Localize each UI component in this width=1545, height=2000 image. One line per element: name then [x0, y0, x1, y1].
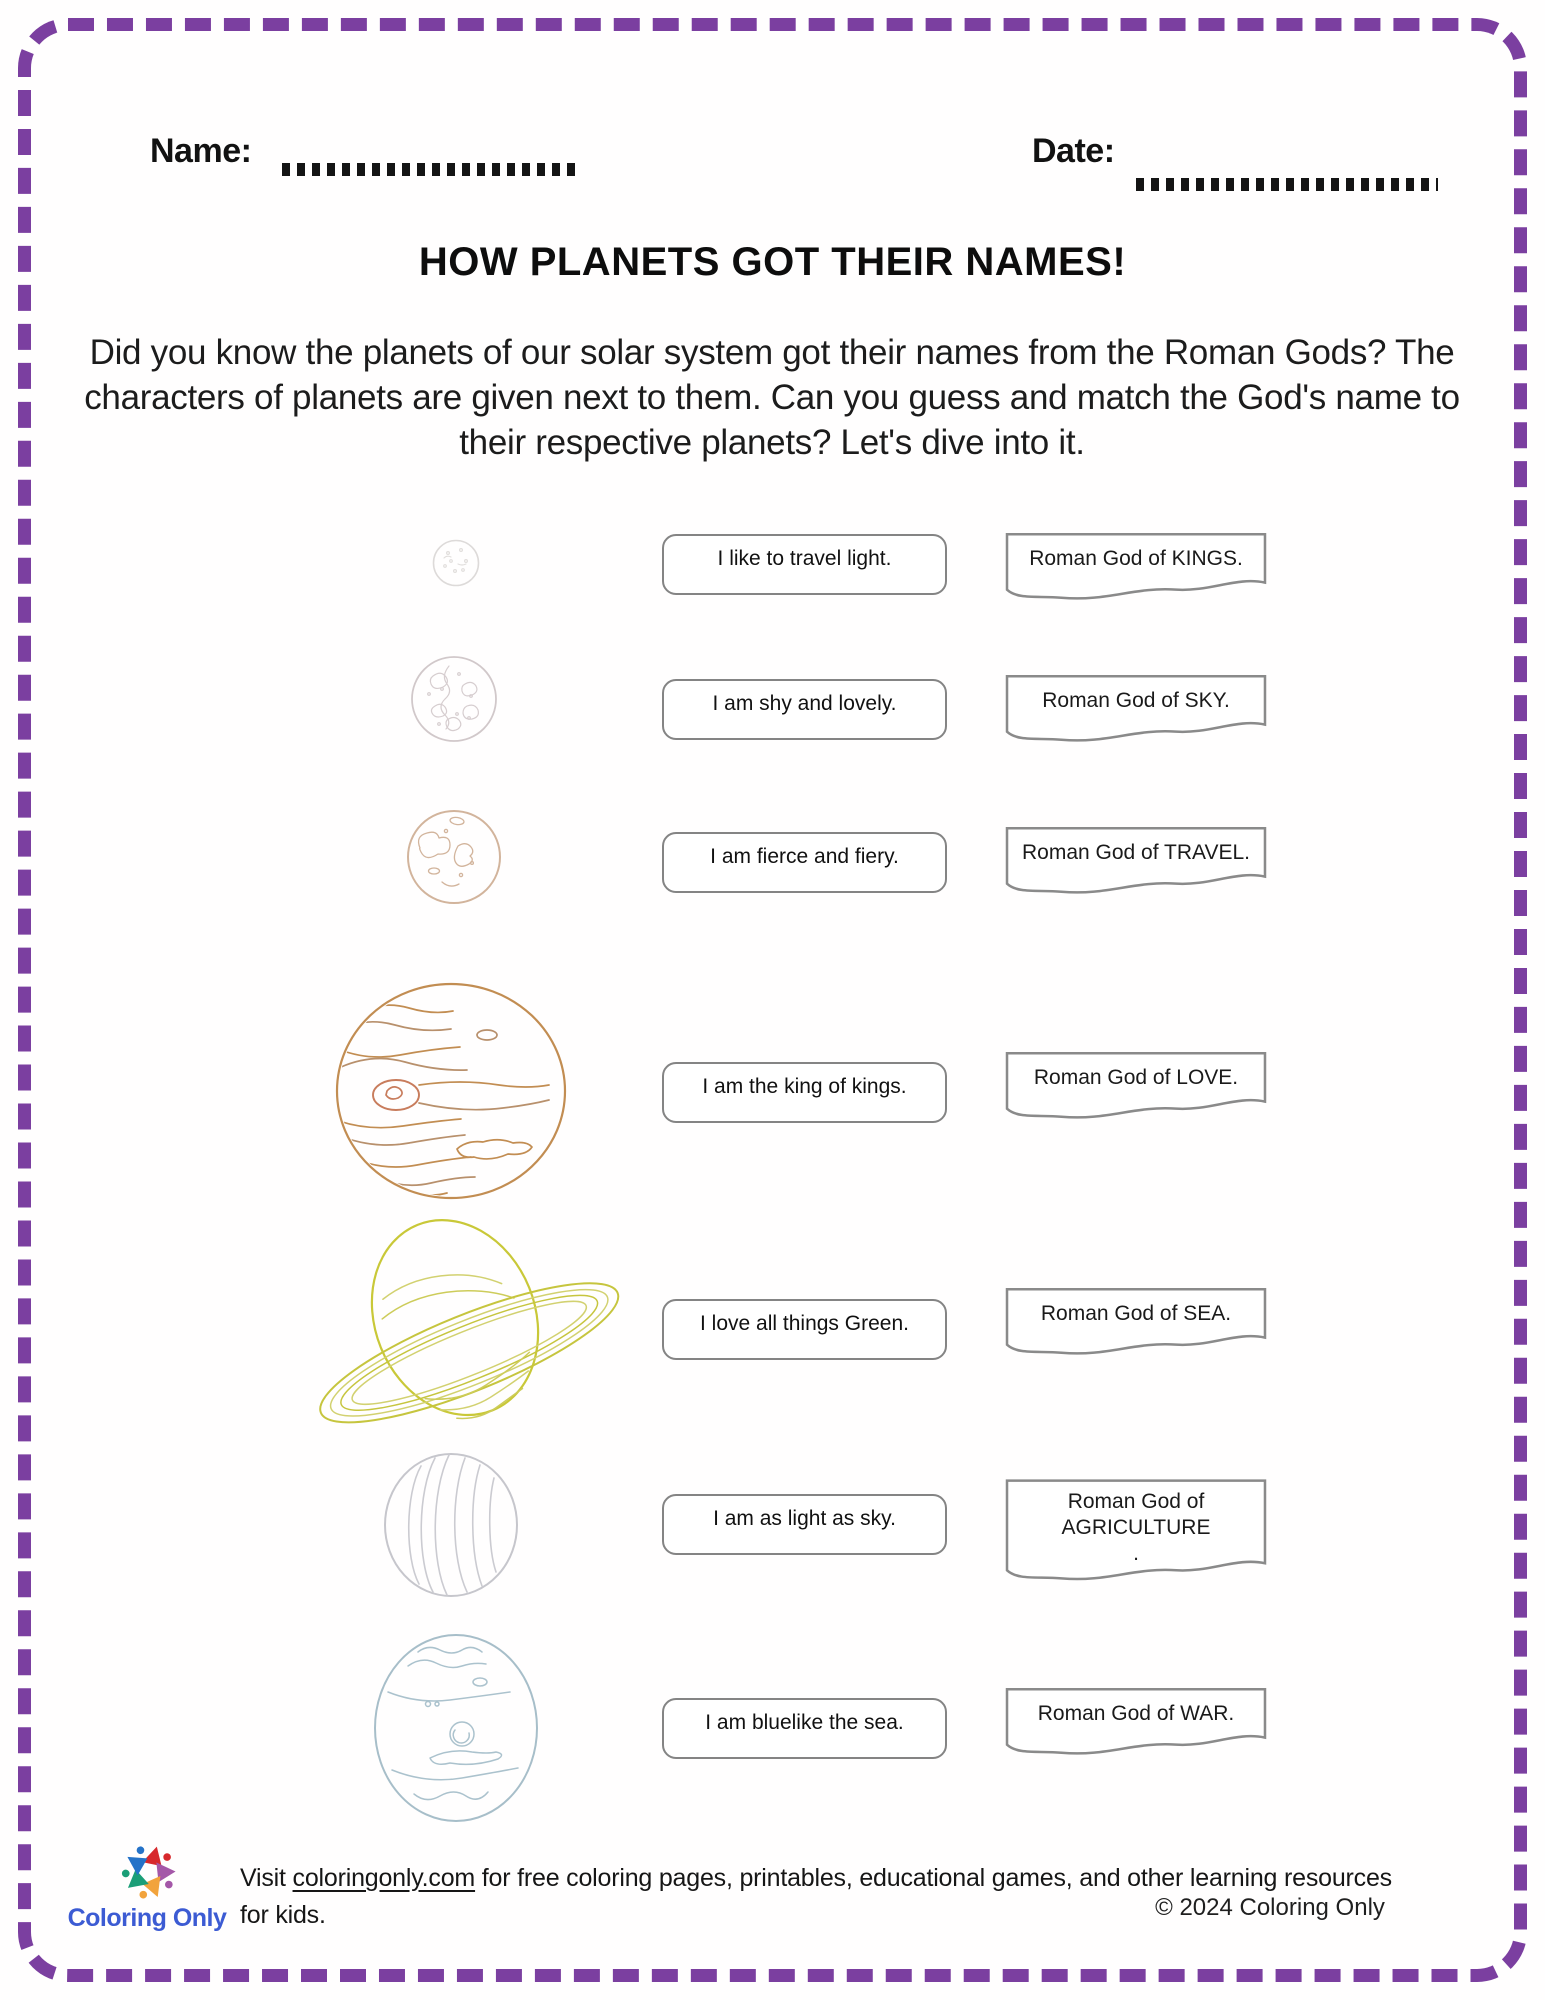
clue-box-jupiter [662, 1062, 947, 1123]
god-text: Roman God of LOVE. [1033, 1066, 1239, 1089]
god-text: Roman God of SEA. [1040, 1302, 1232, 1325]
clue-box-uranus [662, 1494, 947, 1555]
clue-box-saturn [662, 1299, 947, 1360]
name-label: Name: [150, 132, 252, 170]
visit-text-suffix: for free coloring pages, printables, educational games, and other learning resources for kids. [240, 1864, 1392, 1929]
clue-text: I am the king of kings. [702, 1074, 907, 1098]
god-banner-war [1005, 1687, 1267, 1762]
god-text: Roman God of WAR. [1037, 1702, 1235, 1725]
god-banner-agriculture [1005, 1478, 1267, 1588]
clue-text: I am fierce and fiery. [710, 844, 899, 868]
neptune-drawing-icon [370, 1630, 542, 1826]
coloring-only-logo-icon [86, 1840, 208, 1904]
god-banner-sea [1005, 1287, 1267, 1362]
clue-text: I like to travel light. [717, 546, 892, 570]
god-text: Roman God of AGRICULTURE . [1061, 1490, 1211, 1565]
copyright-text: © 2024 Coloring Only [1155, 1894, 1385, 1921]
coloringonly-link[interactable]: coloringonly.com [292, 1864, 476, 1892]
god-banner-sky [1005, 674, 1267, 749]
clue-box-venus [662, 679, 947, 740]
name-write-line [282, 163, 580, 176]
god-banner-travel [1005, 826, 1267, 901]
page-border [18, 18, 1527, 1982]
jupiter-drawing-icon [333, 980, 569, 1202]
clue-text: I am shy and lovely. [712, 691, 897, 715]
date-label: Date: [1032, 132, 1115, 170]
saturn-drawing-icon [288, 1213, 628, 1443]
god-banner-kings [1005, 532, 1267, 607]
clue-text: I love all things Green. [700, 1311, 909, 1335]
worksheet-title: HOW PLANETS GOT THEIR NAMES! [418, 240, 1127, 284]
god-banner-love [1005, 1051, 1267, 1126]
god-text: Roman God of TRAVEL. [1022, 841, 1250, 864]
venus-drawing-icon [409, 654, 499, 744]
intro-text: Did you know the planets of our solar system got their names from the Roman Gods? The characters of planets are given next to them. Can you guess and match the God's name to their respective planets? Let's dive into it. [84, 333, 1460, 462]
coloring-only-logo-text: Coloring Only [67, 1904, 227, 1932]
mercury-drawing-icon [430, 537, 482, 589]
clue-box-mercury [662, 534, 947, 595]
god-text: Roman God of KINGS. [1029, 547, 1243, 570]
visit-text-prefix: Visit [240, 1864, 293, 1892]
mars-drawing-icon [404, 808, 504, 908]
clue-text: I am bluelike the sea. [705, 1710, 904, 1734]
clue-box-neptune [662, 1698, 947, 1759]
clue-box-mars [662, 832, 947, 893]
god-text: Roman God of SKY. [1042, 689, 1230, 712]
date-write-line [1136, 178, 1438, 191]
uranus-drawing-icon [381, 1450, 521, 1600]
clue-text: I am as light as sky. [713, 1506, 896, 1530]
